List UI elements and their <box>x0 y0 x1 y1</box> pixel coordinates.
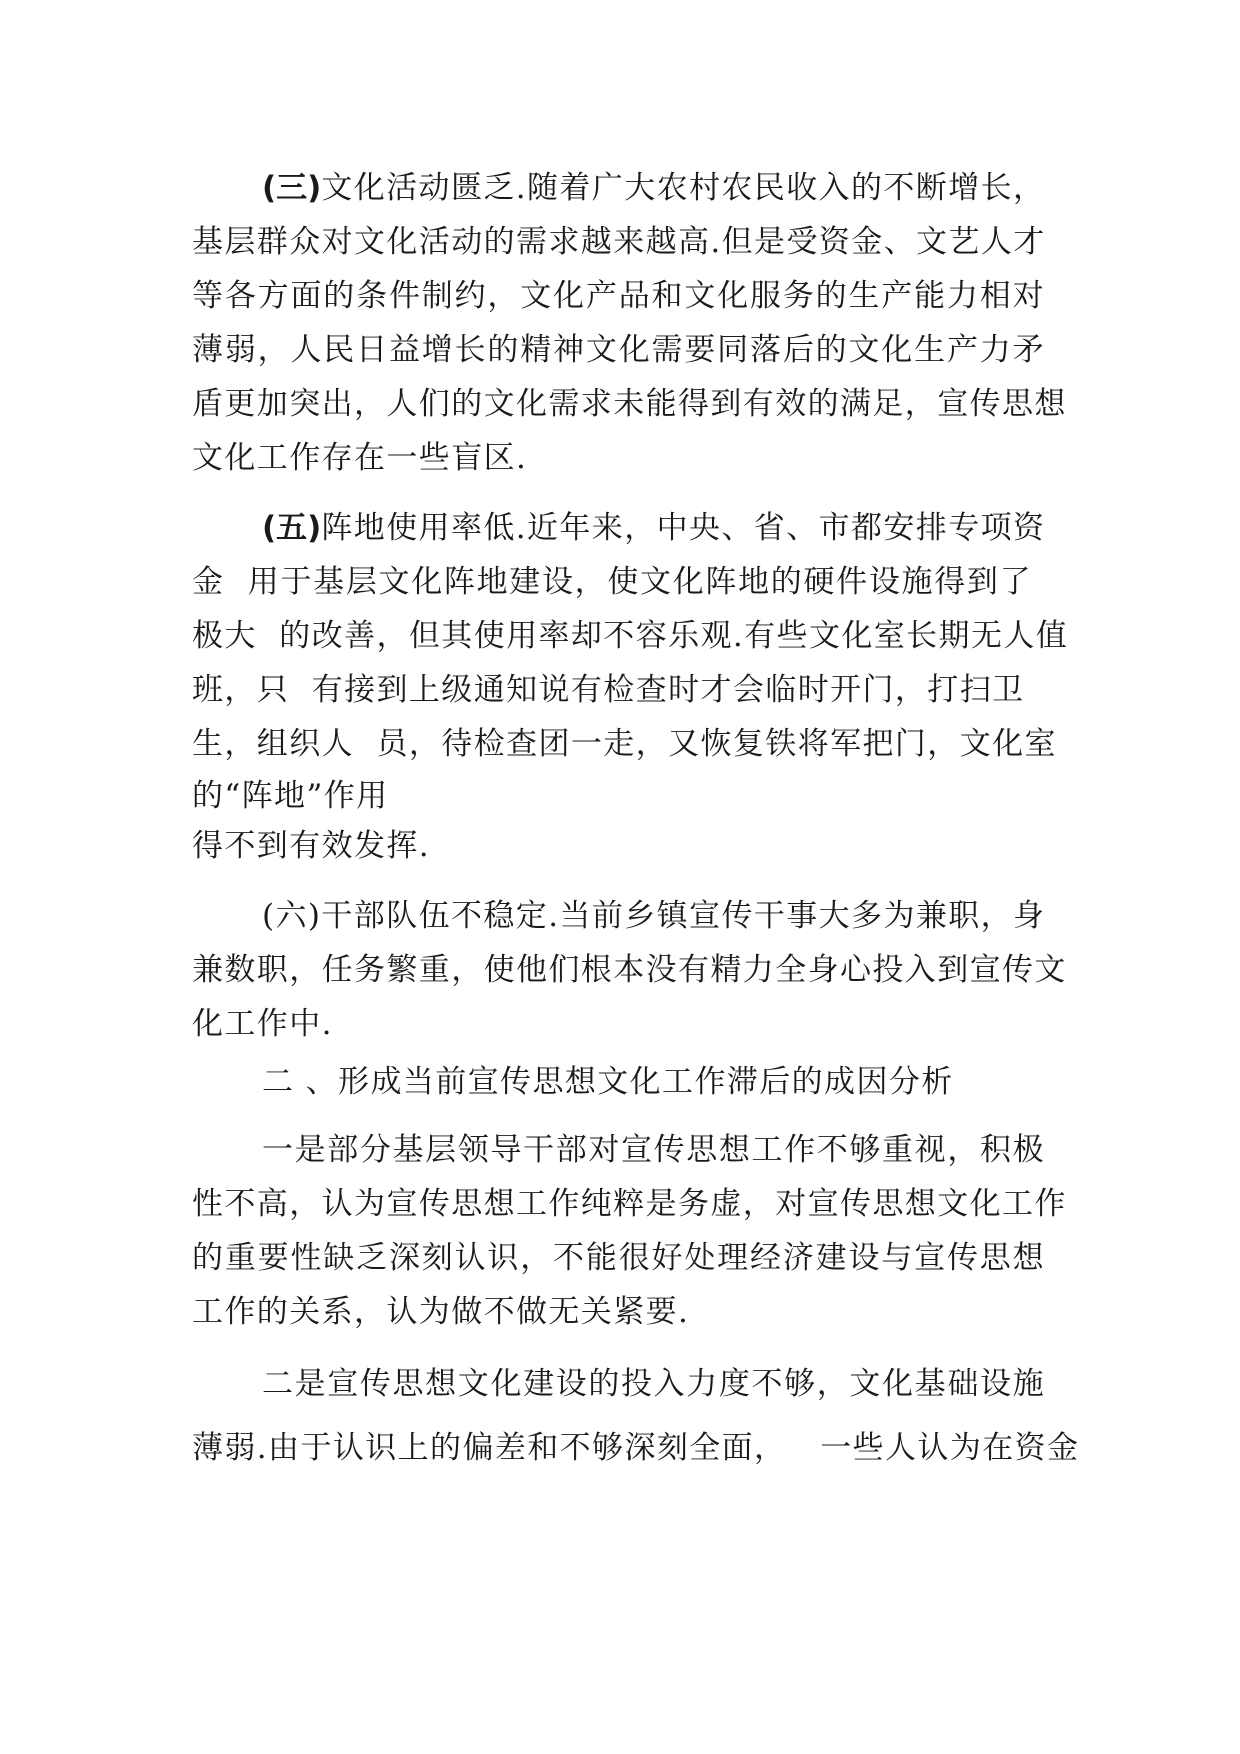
paragraph-3-line-2: 基层群众对文化活动的需求越来越高.但是受资金、文艺人才 <box>192 224 1046 260</box>
paragraph-5-label: (五) <box>262 510 322 546</box>
cause-2-line-2: 薄弱.由于认识上的偏差和不够深刻全面， 一些人认为在资金 <box>192 1430 1080 1466</box>
cause-1-line-4: 工作的关系，认为做不做无关紧要. <box>192 1294 690 1330</box>
section-2-heading: 二 、形成当前宣传思想文化工作滞后的成因分析 <box>262 1064 954 1100</box>
paragraph-5-line-3: 极大 的改善，但其使用率却不容乐观.有些文化室长期无人值 <box>192 618 1069 654</box>
paragraph-3-line-5: 盾更加突出，人们的文化需求未能得到有效的满足，宣传思想 <box>192 386 1067 422</box>
paragraph-3-line-6: 文化工作存在一些盲区. <box>192 440 528 476</box>
paragraph-3-line-4: 薄弱，人民日益增长的精神文化需要同落后的文化生产力矛 <box>192 332 1045 368</box>
paragraph-5-line-6: 的“阵地”作用 <box>192 778 389 814</box>
paragraph-3-line-1-text: 文化活动匮乏.随着广大农村农民收入的不断增长， <box>321 170 1046 206</box>
paragraph-5-line-1-text: 阵地使用率低.近年来，中央、省、市都安排专项资 <box>321 510 1046 546</box>
paragraph-3-line-1 <box>262 166 1045 210</box>
paragraph-5-line-5: 生，组织人 员，待检查团一走，又恢复铁将军把门，文化室 <box>192 726 1057 762</box>
cause-1-line-1: 一是部分基层领导干部对宣传思想工作不够重视，积极 <box>262 1132 1045 1168</box>
paragraph-5-line-2: 金 用于基层文化阵地建设，使文化阵地的硬件设施得到了 <box>192 564 1032 600</box>
paragraph-6-line-1: (六)干部队伍不稳定.当前乡镇宣传干事大多为兼职，身 <box>262 898 1046 934</box>
paragraph-3-label: (三) <box>262 170 322 206</box>
paragraph-5-line-4: 班，只 有接到上级通知说有检查时才会临时开门，打扫卫 <box>192 672 1025 708</box>
cause-1-line-3: 的重要性缺乏深刻认识，不能很好处理经济建设与宣传思想 <box>192 1240 1045 1276</box>
paragraph-3-line-3: 等各方面的条件制约，文化产品和文化服务的生产能力相对 <box>192 278 1045 314</box>
cause-1-line-2: 性不高，认为宣传思想工作纯粹是务虚，对宣传思想文化工作 <box>192 1186 1067 1222</box>
paragraph-5-line-1 <box>262 506 1046 550</box>
paragraph-6-line-3: 化工作中. <box>192 1006 333 1042</box>
paragraph-5-line-7: 得不到有效发挥. <box>192 828 431 864</box>
paragraph-6-line-2: 兼数职，任务繁重，使他们根本没有精力全身心投入到宣传文 <box>192 952 1067 988</box>
cause-2-line-1: 二是宣传思想文化建设的投入力度不够，文化基础设施 <box>262 1366 1045 1402</box>
